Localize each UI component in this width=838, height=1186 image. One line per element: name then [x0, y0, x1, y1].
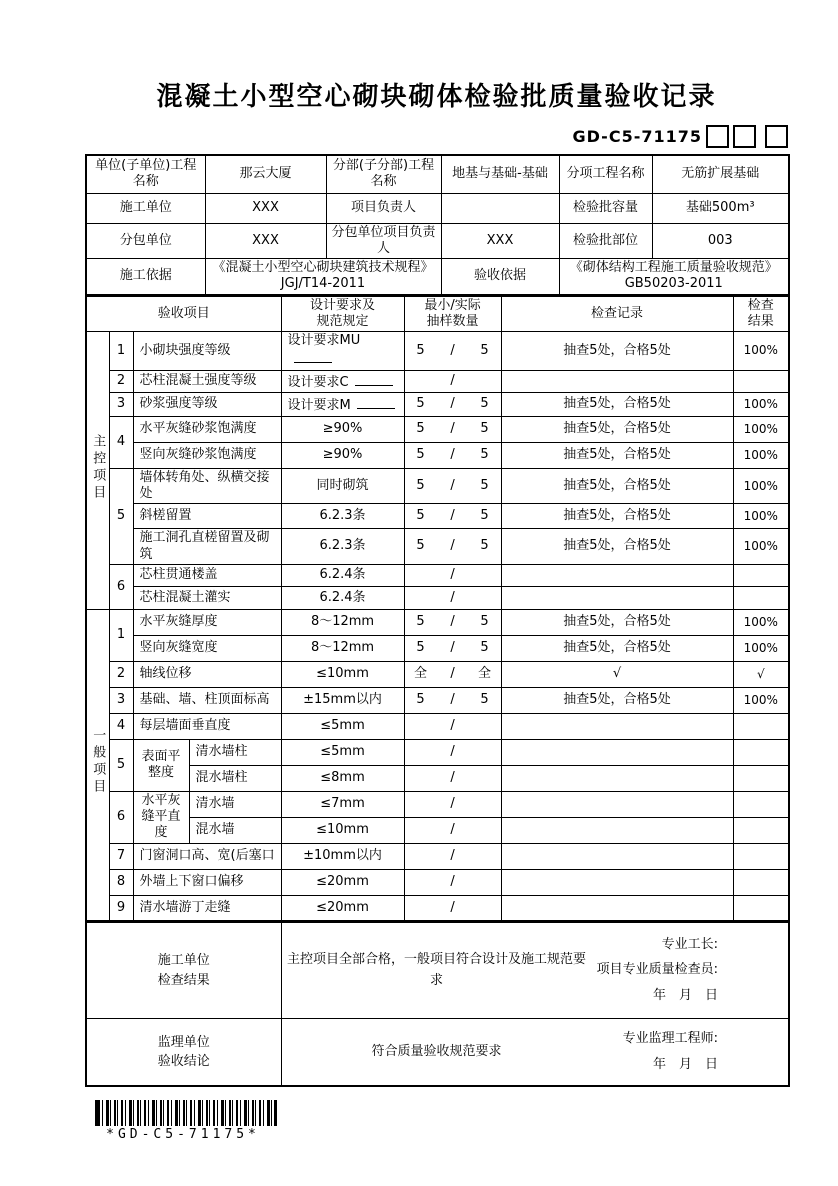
slash: / [450, 421, 455, 437]
subcontractor-value: XXX [205, 223, 326, 259]
project-leader-label: 项目负责人 [326, 193, 441, 223]
row-number: 3 [109, 392, 133, 416]
requirement-cell: 8～12mm [281, 609, 404, 635]
table-row [86, 392, 789, 416]
slash: / [450, 770, 455, 786]
table-row [86, 259, 789, 295]
construction-basis-value: 《混凝土小型空心砌块建筑技术规程》JGJ/T14-2011 [205, 259, 441, 295]
slash: / [450, 874, 455, 890]
page-title: 混凝土小型空心砌块砌体检验批质量验收记录 [156, 82, 717, 112]
fill-blank-line [294, 349, 332, 363]
requirement-cell: 6.2.3条 [281, 529, 404, 565]
signature-table [85, 921, 790, 1087]
item-name: 基础、墙、柱顶面标高 [133, 687, 281, 713]
slash: / [450, 373, 455, 388]
supervisor-engineer-signature-line: 专业监理工程师: [622, 1031, 718, 1047]
row-number: 6 [109, 791, 133, 843]
result-cell: 100% [733, 416, 789, 442]
slash: / [450, 640, 455, 656]
record-cell [501, 739, 733, 765]
item-group-name: 表面平整度 [133, 739, 189, 791]
requirement-cell: 6.2.4条 [281, 586, 404, 609]
record-cell [501, 713, 733, 739]
record-cell [501, 895, 733, 921]
requirement-cell: ≤8mm [281, 765, 404, 791]
table-row [86, 468, 789, 504]
table-row [86, 661, 789, 687]
sample-cell [404, 370, 501, 392]
item-name: 斜槎留置 [133, 504, 281, 529]
inspection-table [85, 295, 790, 923]
slash: / [450, 538, 455, 554]
constructor-check-content [281, 922, 789, 1018]
item-name: 轴线位移 [133, 661, 281, 687]
row-number: 4 [109, 713, 133, 739]
requirement-cell: ≤10mm [281, 661, 404, 687]
item-name: 外墙上下窗口偏移 [133, 869, 281, 895]
section-label-main-control: 主控项目 [86, 332, 109, 610]
row-number: 2 [109, 370, 133, 392]
date-line: 年 月 日 [652, 1056, 718, 1072]
table-row [86, 416, 789, 442]
record-cell: 抽查5处，合格5处 [501, 504, 733, 529]
slash: / [450, 447, 455, 463]
record-cell: 抽查5处，合格5处 [501, 392, 733, 416]
result-cell [733, 586, 789, 609]
table-row [86, 586, 789, 609]
subcontractor-label: 分包单位 [86, 223, 205, 259]
sample-cell: 5 / 5 [404, 609, 501, 635]
slash: / [450, 666, 455, 682]
col-header-result: 检查 结果 [733, 296, 789, 332]
item-name: 竖向灰缝宽度 [133, 635, 281, 661]
sample-cell: 5 / 5 [404, 504, 501, 529]
subdivision-label: 分部(子分部)工程名称 [326, 155, 441, 193]
form-content [85, 0, 788, 1142]
fill-blank-line [355, 372, 393, 386]
result-cell: 100% [733, 392, 789, 416]
batch-location-value: 003 [652, 223, 789, 259]
table-row [86, 332, 789, 371]
sample-cell: 5 / 5 [404, 392, 501, 416]
sample-cell [404, 586, 501, 609]
acceptance-basis-value: 《砌体结构工程施工质量验收规范》GB50203-2011 [559, 259, 789, 295]
result-cell: 100% [733, 529, 789, 565]
col-header-record: 检查记录 [501, 296, 733, 332]
table-header-row [86, 296, 789, 332]
requirement-cell: ≤5mm [281, 713, 404, 739]
item-group-name: 水平灰缝平直度 [133, 791, 189, 843]
item-name: 清水墙 [189, 791, 281, 817]
row-number: 6 [109, 564, 133, 609]
item-name: 墙体转角处、纵横交接处 [133, 468, 281, 504]
barcode [95, 1100, 277, 1126]
item-name: 芯柱混凝土强度等级 [133, 370, 281, 392]
constructor-check-row [86, 922, 789, 1018]
foreman-signature-line: 专业工长: [661, 937, 718, 953]
sample-cell [404, 791, 501, 817]
table-row [86, 687, 789, 713]
sample-cell [404, 765, 501, 791]
form-code-line [85, 125, 788, 149]
requirement-cell: ≤7mm [281, 791, 404, 817]
sample-cell [404, 817, 501, 843]
code-checkbox-2 [733, 125, 756, 148]
table-row [86, 765, 789, 791]
row-number: 9 [109, 895, 133, 921]
unit-project-value: 那云大厦 [205, 155, 326, 193]
requirement-cell: ≤5mm [281, 739, 404, 765]
sample-cell: 5 / 5 [404, 529, 501, 565]
slash: / [450, 744, 455, 760]
table-row [86, 609, 789, 635]
form-code: GD-C5-71175 [572, 127, 702, 146]
result-cell [733, 765, 789, 791]
requirement-cell: 设计要求MU [281, 332, 404, 371]
item-name: 小砌块强度等级 [133, 332, 281, 371]
record-cell: 抽查5处，合格5处 [501, 442, 733, 468]
record-cell: 抽查5处，合格5处 [501, 529, 733, 565]
slash: / [450, 342, 455, 358]
item-name: 水平灰缝砂浆饱满度 [133, 416, 281, 442]
table-row [86, 895, 789, 921]
result-cell [733, 843, 789, 869]
item-name: 竖向灰缝砂浆饱满度 [133, 442, 281, 468]
slash: / [450, 848, 455, 864]
barcode-block [95, 1100, 271, 1142]
quality-inspector-signature-line: 项目专业质量检查员: [596, 962, 718, 978]
record-cell [501, 765, 733, 791]
subcontractor-leader-value: XXX [441, 223, 559, 259]
sample-cell: 5 / 5 [404, 687, 501, 713]
conclusion-statement: 符合质量验收规范要求 [371, 1043, 502, 1059]
requirement-cell: 6.2.4条 [281, 564, 404, 586]
record-cell: 抽查5处，合格5处 [501, 687, 733, 713]
item-name: 水平灰缝厚度 [133, 609, 281, 635]
supervisor-conclusion-content [281, 1018, 789, 1086]
supervisor-conclusion-row [86, 1018, 789, 1086]
result-cell: √ [733, 661, 789, 687]
slash: / [450, 614, 455, 630]
result-cell [733, 713, 789, 739]
table-row [86, 817, 789, 843]
table-row [86, 843, 789, 869]
sample-cell [404, 739, 501, 765]
project-leader-value [441, 193, 559, 223]
table-row [86, 869, 789, 895]
sample-cell [404, 869, 501, 895]
item-name: 砂浆强度等级 [133, 392, 281, 416]
slash: / [450, 508, 455, 524]
item-name: 每层墙面垂直度 [133, 713, 281, 739]
subitem-value: 无筋扩展基础 [652, 155, 789, 193]
sample-cell [404, 564, 501, 586]
record-cell [501, 817, 733, 843]
unit-project-label: 单位(子单位)工程名称 [86, 155, 205, 193]
row-number: 5 [109, 468, 133, 564]
row-number: 1 [109, 609, 133, 661]
table-row [86, 635, 789, 661]
sample-cell [404, 895, 501, 921]
construction-basis-label: 施工依据 [86, 259, 205, 295]
table-row [86, 739, 789, 765]
result-cell: 100% [733, 504, 789, 529]
record-cell [501, 869, 733, 895]
item-name: 清水墙柱 [189, 739, 281, 765]
sample-cell [404, 843, 501, 869]
table-row [86, 370, 789, 392]
record-cell: 抽查5处，合格5处 [501, 332, 733, 371]
signature-block [592, 1031, 789, 1073]
slash: / [450, 567, 455, 583]
supervisor-conclusion-label: 监理单位 验收结论 [86, 1018, 281, 1086]
slash: / [450, 899, 455, 915]
acceptance-basis-label: 验收依据 [441, 259, 559, 295]
requirement-cell: 6.2.3条 [281, 504, 404, 529]
batch-capacity-value: 基础500m³ [652, 193, 789, 223]
table-row [86, 791, 789, 817]
constructor-value: XXX [205, 193, 326, 223]
result-cell: 100% [733, 609, 789, 635]
record-cell [501, 843, 733, 869]
record-cell: 抽查5处，合格5处 [501, 468, 733, 504]
record-cell [501, 370, 733, 392]
slash: / [450, 692, 455, 708]
sample-cell: 5 / 5 [404, 468, 501, 504]
requirement-cell: 设计要求M [281, 392, 404, 416]
record-cell: 抽查5处，合格5处 [501, 635, 733, 661]
result-cell [733, 739, 789, 765]
slash: / [450, 718, 455, 734]
requirement-cell: ±15mm以内 [281, 687, 404, 713]
item-name: 混水墙柱 [189, 765, 281, 791]
constructor-check-label: 施工单位 检查结果 [86, 922, 281, 1018]
requirement-cell: 8～12mm [281, 635, 404, 661]
sample-cell: 5 / 5 [404, 635, 501, 661]
batch-capacity-label: 检验批容量 [559, 193, 652, 223]
slash: / [450, 796, 455, 812]
item-name: 芯柱贯通楼盖 [133, 564, 281, 586]
sample-cell: 5 / 5 [404, 416, 501, 442]
row-number: 3 [109, 687, 133, 713]
sample-cell [404, 713, 501, 739]
record-cell [501, 564, 733, 586]
row-number: 2 [109, 661, 133, 687]
col-header-requirement: 设计要求及 规范规定 [281, 296, 404, 332]
table-row [86, 155, 789, 193]
requirement-cell: 设计要求C [281, 370, 404, 392]
result-cell: 100% [733, 468, 789, 504]
result-cell: 100% [733, 332, 789, 371]
requirement-cell: ≤20mm [281, 895, 404, 921]
row-number: 5 [109, 739, 133, 791]
fill-blank-line [357, 395, 395, 409]
barcode-text: *GD-C5-71175* [106, 1127, 260, 1143]
item-name: 混水墙 [189, 817, 281, 843]
record-cell: 抽查5处，合格5处 [501, 609, 733, 635]
col-header-item: 验收项目 [86, 296, 281, 332]
result-cell: 100% [733, 635, 789, 661]
slash: / [450, 589, 455, 605]
requirement-cell: ±10mm以内 [281, 843, 404, 869]
result-cell [733, 564, 789, 586]
result-cell [733, 895, 789, 921]
table-row [86, 564, 789, 586]
result-cell [733, 370, 789, 392]
code-checkbox-3 [765, 125, 788, 148]
item-name: 施工洞孔直槎留置及砌筑 [133, 529, 281, 565]
record-cell [501, 586, 733, 609]
subcontractor-leader-label: 分包单位项目负责人 [326, 223, 441, 259]
requirement-cell: 同时砌筑 [281, 468, 404, 504]
result-cell [733, 869, 789, 895]
sample-cell: 5 / 5 [404, 332, 501, 371]
row-number: 4 [109, 416, 133, 468]
subitem-label: 分项工程名称 [559, 155, 652, 193]
requirement-cell: ≤10mm [281, 817, 404, 843]
row-number: 1 [109, 332, 133, 371]
result-cell [733, 791, 789, 817]
item-name: 芯柱混凝土灌实 [133, 586, 281, 609]
record-cell: 抽查5处，合格5处 [501, 416, 733, 442]
slash: / [450, 396, 455, 412]
check-statement: 主控项目全部合格，一般项目符合设计及施工规范要求 [286, 951, 586, 988]
project-info-table [85, 154, 790, 296]
table-row [86, 504, 789, 529]
table-row [86, 223, 789, 259]
code-checkbox-1 [706, 125, 729, 148]
constructor-label: 施工单位 [86, 193, 205, 223]
table-row [86, 193, 789, 223]
result-cell: 100% [733, 442, 789, 468]
sample-cell: 5 / 5 [404, 442, 501, 468]
table-row [86, 529, 789, 565]
date-line: 年 月 日 [652, 987, 718, 1003]
section-label-general: 一般项目 [86, 609, 109, 921]
item-name: 门窗洞口高、宽(后塞口 [133, 843, 281, 869]
table-row [86, 713, 789, 739]
table-row [86, 442, 789, 468]
item-name: 清水墙游丁走缝 [133, 895, 281, 921]
result-cell [733, 817, 789, 843]
requirement-cell: ≥90% [281, 442, 404, 468]
signature-block [592, 937, 789, 1004]
col-header-sample: 最小/实际 抽样数量 [404, 296, 501, 332]
sample-cell: 全 / 全 [404, 661, 501, 687]
requirement-cell: ≥90% [281, 416, 404, 442]
slash: / [450, 477, 455, 493]
slash: / [450, 822, 455, 838]
batch-location-label: 检验批部位 [559, 223, 652, 259]
result-cell: 100% [733, 687, 789, 713]
record-cell: √ [501, 661, 733, 687]
row-number: 7 [109, 843, 133, 869]
record-cell [501, 791, 733, 817]
row-number: 8 [109, 869, 133, 895]
requirement-cell: ≤20mm [281, 869, 404, 895]
subdivision-value: 地基与基础-基础 [441, 155, 559, 193]
